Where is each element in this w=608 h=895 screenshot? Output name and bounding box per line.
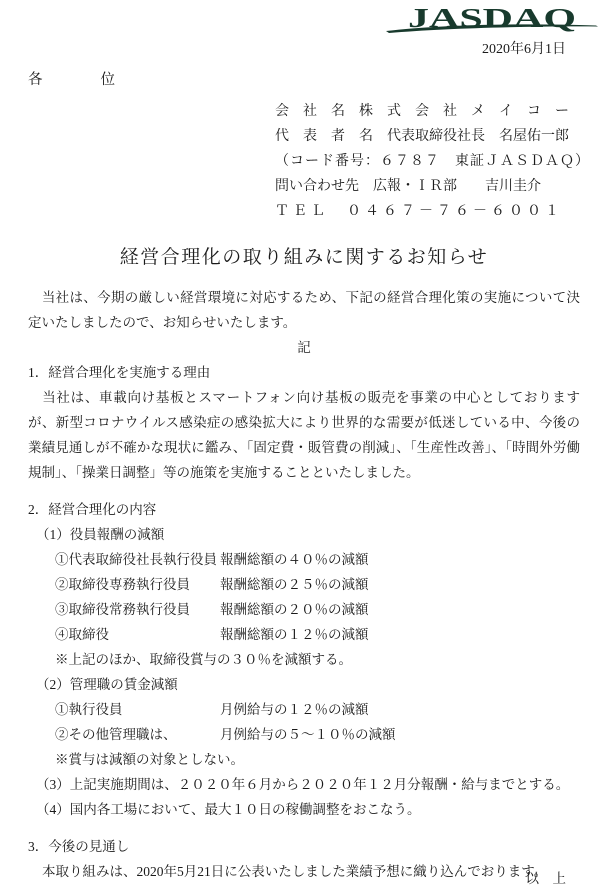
document-title: 経営合理化の取り組みに関するお知らせ xyxy=(119,247,489,268)
section1-body: 当社は、車載向け基板とスマートフォン向け基板の販売を事業の中心としておりますが、新型コロナウイルス感染症の感染拡大により世界的な需要が低迷している中、今後の業績見通しが不確かな現状に鑑み、「固定費・販管費の削減」、「生産性改善」、「時間外労働規制」、「操業日調整」等の施策を実施することといたしました。 xyxy=(28,390,580,480)
item-label: ②その他管理職は、 xyxy=(55,727,177,742)
section2-heading: 2．経営合理化の内容 xyxy=(28,502,157,517)
section3-heading: 3．今後の見通し xyxy=(28,839,130,854)
section2-item4: （4）国内各工場において、最大１０日の稼働調整をおこなう。 xyxy=(36,802,421,817)
closing-mark: 以 上 xyxy=(525,871,566,886)
exec-pay-item-1 xyxy=(28,547,580,572)
sub2-heading: （2）管理職の賃金減額 xyxy=(36,677,178,692)
company-info-block xyxy=(275,99,590,224)
contact-line: 問い合わせ先 広報・ＩＲ部 吉川圭介 xyxy=(275,179,541,194)
item-label: ②取締役専務執行役員 xyxy=(55,577,190,592)
section2-item3: （3）上記実施期間は、２０２０年６月から２０２０年１２月分報酬・給与までとする。 xyxy=(36,777,570,792)
jasdaq-logo-text: JASDAQ xyxy=(408,3,576,33)
item-value: 報酬総額の２５％の減額 xyxy=(220,577,369,592)
item-label: ①代表取締役社長執行役員 xyxy=(55,552,217,567)
intro-paragraph: 当社は、今期の厳しい経営環境に対応するため、下記の経営合理化策の実施について決定いたしましたので、お知らせいたします。 xyxy=(28,290,580,330)
item-value: 報酬総額の２０％の減額 xyxy=(220,602,369,617)
item-value: 報酬総額の１２％の減額 xyxy=(220,627,369,642)
item-value: 月例給与の１２％の減額 xyxy=(220,702,369,717)
item-label: ④取締役 xyxy=(55,627,109,642)
item-label: ③取締役常務執行役員 xyxy=(55,602,190,617)
section1-heading: 1．経営合理化を実施する理由 xyxy=(28,365,211,380)
sub1-note: ※上記のほか、取締役賞与の３０％を減額する。 xyxy=(55,652,352,667)
item-value: 報酬総額の４０％の減額 xyxy=(220,552,369,567)
item-label: ①執行役員 xyxy=(55,702,123,717)
exec-pay-item-3 xyxy=(28,597,580,622)
document-date: 2020年6月1日 xyxy=(482,42,566,57)
manager-pay-item-1 xyxy=(28,697,580,722)
tel-line: ＴＥＬ ０４６７－７６－６００１ xyxy=(275,204,563,219)
manager-pay-item-2 xyxy=(28,722,580,747)
representative-line: 代 表 者 名 代表取締役社長 名屋佑一郎 xyxy=(275,129,569,144)
sub2-note: ※賞与は減額の対象としない。 xyxy=(55,752,244,767)
company-name-line: 会 社 名 株 式 会 社 メ イ コ ー xyxy=(275,104,569,119)
sub1-heading: （1）役員報酬の減額 xyxy=(36,527,165,542)
stock-code-line: （コード番号：６７８７ 東証ＪＡＳＤＡＱ） xyxy=(275,154,590,169)
exec-pay-item-2 xyxy=(28,572,580,597)
jasdaq-logo xyxy=(386,3,598,33)
record-mark: 記 xyxy=(297,340,311,355)
section3-body: 本取り組みは、2020年5月21日に公表いたしました業績予想に織り込んでおります。 xyxy=(42,864,548,879)
item-value: 月例給与の５～１０％の減額 xyxy=(220,727,396,742)
exec-pay-item-4 xyxy=(28,622,580,647)
recipient: 各 位 xyxy=(28,72,115,88)
